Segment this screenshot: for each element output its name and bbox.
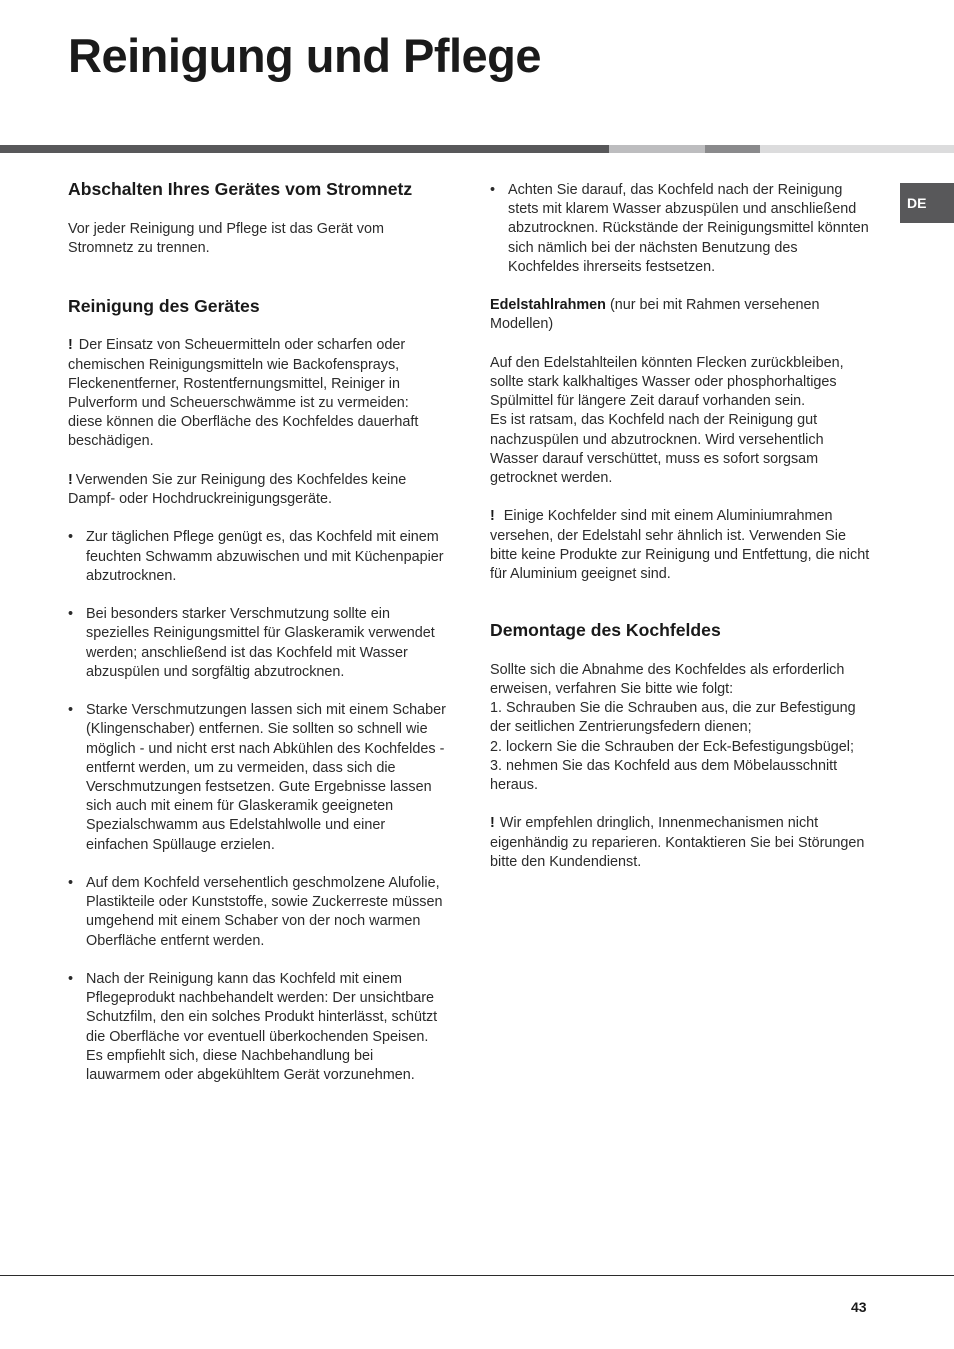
list-item: • Auf dem Kochfeld versehentlich geschmolzene Alufolie, Plastikteile oder Kunststoffe, sowie Zuckerreste müssen umgehend mit einem Schaber von der noch warmen Oberfläche entfernt werden. <box>68 874 446 951</box>
removal-step-3: 3. nehmen Sie das Kochfeld aus dem Möbelausschnitt heraus. <box>490 757 838 793</box>
warning-abrasives-text: Der Einsatz von Scheuermitteln oder scharfen oder chemischen Reinigungsmitteln wie Backofensprays, Fleckenentferner, Rostentfernungsmittel, Reiniger in Pulverform und Scheuerschwämme ist zu vermeiden: diese können die Oberfläche des Kochfeldes dauerhaft beschädigen. <box>68 337 419 450</box>
list-item: • Bei besonders starker Verschmutzung sollte ein spezielles Reinigungsmittel für Glaskeramik verwendet werden; anschließend ist das Kochfeld mit Wasser abzuspülen und sorgfältig abzutrocknen. <box>68 605 446 682</box>
removal-step-1: 1. Schrauben Sie die Schrauben aus, die zur Befestigung der seitlichen Zentrierungsfedern dienen; <box>490 700 856 736</box>
header-rule-light <box>609 145 705 153</box>
removal-step-2: 2. lockern Sie die Schrauben der Eck-Befestigungsbügel; <box>490 738 854 755</box>
warning-icon: ! <box>490 815 495 832</box>
heading-cleaning: Reinigung des Gerätes <box>68 295 260 316</box>
warning-steam-text: Verwenden Sie zur Reinigung des Kochfeldes keine Dampf- oder Hochdruckreinigungsgeräte. <box>68 471 407 508</box>
right-column <box>490 181 870 872</box>
warning-abrasives <box>68 336 446 451</box>
warning-repair-text: Wir empfehlen dringlich, Innenmechanismen nicht eigenhändig zu reparieren. Kontaktieren Sie bei Störungen bitte den Kundendienst. <box>490 815 865 870</box>
warning-icon: ! <box>490 508 495 525</box>
rinse-list <box>490 181 870 277</box>
left-column <box>68 180 446 1085</box>
stainless-text-2: Es ist ratsam, das Kochfeld nach der Reinigung gut nachzuspülen und abzutrocknen. Wird versehentlich Wasser darauf verschüttet, muss es sofort sorgsam getrocknet werden. <box>490 412 824 487</box>
removal-intro: Sollte sich die Abnahme des Kochfeldes als erforderlich erweisen, verfahren Sie bitte wie folgt: <box>490 661 845 697</box>
list-item: • Achten Sie darauf, das Kochfeld nach der Reinigung stets mit klarem Wasser abzuspülen und anschließend abzutrocknen. Rückstände der Reinigungsmittel könnten sich nämlich bei der nächsten Benutzung des Kochfeldes ihrerseits festsetzen. <box>490 181 870 277</box>
warning-repair <box>490 814 870 872</box>
page-title: Reinigung und Pflege <box>68 29 542 82</box>
disconnect-text: Vor jeder Reinigung und Pflege ist das Gerät vom Stromnetz zu trennen. <box>68 220 384 256</box>
footer-rule <box>0 1275 954 1276</box>
page-number: 43 <box>851 1299 867 1315</box>
warning-aluminium-text: Einige Kochfelder sind mit einem Aluminiumrahmen versehen, der Edelstahl sehr ähnlich ist. Verwenden Sie bitte keine Produkte zur Reinigung und Entfettung, die nicht für Aluminium geeignet sind. <box>490 508 870 583</box>
stainless-frame-label: Edelstahlrahmen <box>490 297 606 314</box>
list-item: • Starke Verschmutzungen lassen sich mit einem Schaber (Klingenschaber) entfernen. Sie sollten so schnell wie möglich - und nicht erst nach Abkühlen des Kochfeldes - entfernt werden, um zu vermeiden, dass sich die Verschmutzungen festsetzen. Gute Ergebnisse lassen sich auch mit einem für Glaskeramik geeigneten Spezialschwamm aus Edelstahlwolle und einer einfachen Spüllauge erzielen. <box>68 701 446 855</box>
stainless-frame-note <box>490 296 870 334</box>
header-rule-dark <box>0 145 609 153</box>
warning-aluminium <box>490 507 870 584</box>
list-item: • Zur täglichen Pflege genügt es, das Kochfeld mit einem feuchten Schwamm abzuwischen und mit Küchenpapier abzutrocknen. <box>68 528 446 586</box>
warning-icon: ! <box>68 337 73 354</box>
cleaning-list <box>68 528 446 1085</box>
heading-removal: Demontage des Kochfeldes <box>490 620 721 641</box>
stainless-frame-qualifier: (nur bei mit Rahmen versehenen Modellen) <box>490 297 820 333</box>
language-tab: DE <box>900 183 954 223</box>
warning-icon: ! <box>68 471 73 488</box>
header-rule-mid <box>705 145 760 153</box>
list-item: • Nach der Reinigung kann das Kochfeld mit einem Pflegeprodukt nachbehandelt werden: Der unsichtbare Schutzfilm, den ein solches Produkt hinterlässt, schützt die Oberfläche vor eventuell überkochenden Speisen. Es empfiehlt sich, diese Nachbehandlung bei lauwarmem oder abgekühltem Gerät vorzunehmen. <box>68 970 446 1085</box>
warning-steam <box>68 471 446 509</box>
heading-disconnect: Abschalten Ihres Gerätes vom Stromnetz <box>68 179 413 199</box>
header-rule-pale <box>760 145 954 153</box>
stainless-text-1: Auf den Edelstahlteilen könnten Flecken zurückbleiben, sollte stark kalkhaltiges Wasser oder phosphorhaltiges Spülmittel für längere Zeit darauf vorhanden sein. <box>490 354 844 410</box>
